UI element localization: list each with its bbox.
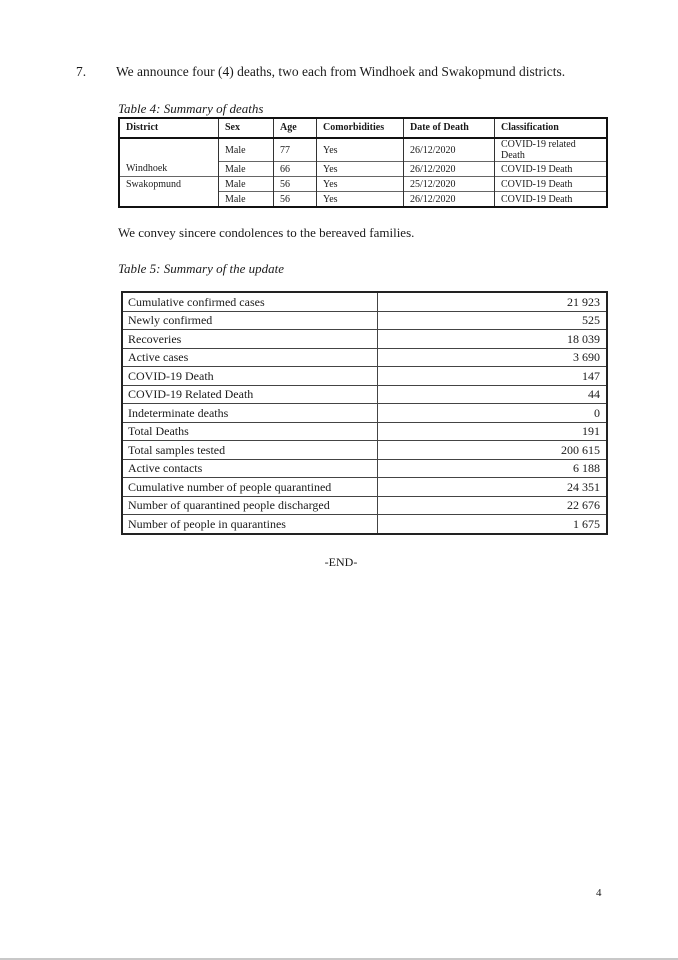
metric-value: 24 351 (378, 478, 608, 497)
column-header-classification: Classification (495, 118, 608, 138)
column-header-district: District (119, 118, 219, 138)
date-cell: 26/12/2020 (404, 138, 495, 162)
table-row (122, 459, 607, 478)
metric-label: COVID-19 Related Death (122, 385, 378, 404)
comorbidities-cell: Yes (317, 177, 404, 192)
metric-value: 1 675 (378, 515, 608, 534)
table-header-row (119, 118, 607, 138)
table-row (122, 478, 607, 497)
table-row (122, 441, 607, 460)
metric-value: 3 690 (378, 348, 608, 367)
metric-label: Indeterminate deaths (122, 404, 378, 423)
metric-value: 0 (378, 404, 608, 423)
column-header-date-of-death: Date of Death (404, 118, 495, 138)
district-cell-blank (119, 192, 219, 208)
date-cell: 26/12/2020 (404, 162, 495, 177)
column-header-comorbidities: Comorbidities (317, 118, 404, 138)
metric-label: Active contacts (122, 459, 378, 478)
table-row (122, 348, 607, 367)
district-cell: Windhoek (126, 163, 168, 175)
age-cell: 56 (274, 177, 317, 192)
sex-cell: Male (219, 162, 274, 177)
condolence-text: We convey sincere condolences to the bereaved families. (118, 225, 415, 240)
date-cell: 26/12/2020 (404, 192, 495, 208)
classification-cell: COVID-19 Death (495, 162, 608, 177)
table-5-caption: Table 5: Summary of the update (118, 261, 284, 276)
metric-label: Recoveries (122, 330, 378, 349)
table-row (119, 138, 607, 162)
metric-label: Active cases (122, 348, 378, 367)
metric-value: 525 (378, 311, 608, 330)
table-row (122, 496, 607, 515)
metric-label: Total samples tested (122, 441, 378, 460)
age-cell: 66 (274, 162, 317, 177)
column-header-sex: Sex (219, 118, 274, 138)
metric-value: 191 (378, 422, 608, 441)
sex-cell: Male (219, 192, 274, 208)
metric-value: 18 039 (378, 330, 608, 349)
table-row (122, 515, 607, 534)
metric-value: 44 (378, 385, 608, 404)
metric-label: Cumulative confirmed cases (122, 292, 378, 311)
table-row (122, 292, 607, 311)
end-marker: -END- (324, 555, 358, 569)
age-cell: 56 (274, 192, 317, 208)
page-number: 4 (596, 887, 602, 899)
table-row (122, 385, 607, 404)
comorbidities-cell: Yes (317, 138, 404, 162)
table-row (119, 177, 607, 192)
metric-label: Newly confirmed (122, 311, 378, 330)
age-cell: 77 (274, 138, 317, 162)
metric-label: Total Deaths (122, 422, 378, 441)
metric-value: 200 615 (378, 441, 608, 460)
classification-cell: COVID-19 related Death (495, 138, 608, 162)
table-row (122, 404, 607, 423)
deaths-summary-table (118, 117, 608, 208)
comorbidities-cell: Yes (317, 162, 404, 177)
table-row (122, 330, 607, 349)
metric-label: Number of people in quarantines (122, 515, 378, 534)
column-header-age: Age (274, 118, 317, 138)
table-4-caption: Table 4: Summary of deaths (118, 101, 264, 116)
table-row (122, 422, 607, 441)
classification-cell: COVID-19 Death (495, 177, 608, 192)
table-row (119, 162, 607, 177)
sex-cell: Male (219, 138, 274, 162)
classification-cell: COVID-19 Death (495, 192, 608, 208)
paragraph-text: We announce four (4) deaths, two each from Windhoek and Swakopmund districts. (116, 64, 566, 79)
metric-label: COVID-19 Death (122, 367, 378, 386)
date-cell: 25/12/2020 (404, 177, 495, 192)
metric-label: Number of quarantined people discharged (122, 496, 378, 515)
metric-value: 6 188 (378, 459, 608, 478)
sex-cell: Male (219, 177, 274, 192)
table-row (122, 367, 607, 386)
district-cell-blank (119, 138, 219, 162)
metric-label: Cumulative number of people quarantined (122, 478, 378, 497)
metric-value: 21 923 (378, 292, 608, 311)
comorbidities-cell: Yes (317, 192, 404, 208)
table-row (122, 311, 607, 330)
metric-value: 147 (378, 367, 608, 386)
district-cell: Swakopmund (119, 177, 219, 192)
metric-value: 22 676 (378, 496, 608, 515)
update-summary-table (121, 291, 608, 535)
paragraph-number: 7. (76, 64, 87, 79)
table-row (119, 192, 607, 208)
